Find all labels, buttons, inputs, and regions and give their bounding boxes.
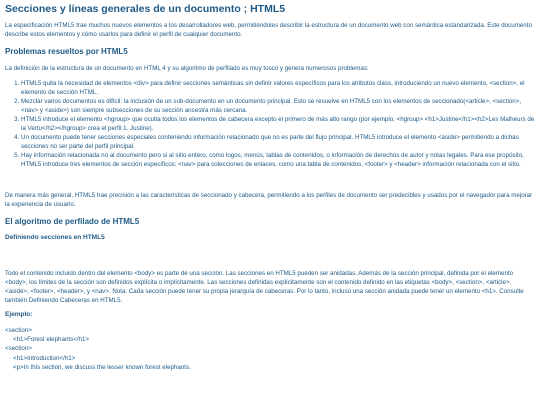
code-line: <section> <box>5 345 32 353</box>
sections-subheading: Definiendo secciones en HTML5 <box>5 234 105 241</box>
code-line: <h1>Forest elephants</h1> <box>13 336 90 344</box>
list-item: 1. HTML5 quita la necesidad de elementos <div> para definir secciones semánticas sin definir valores específicos para los atributos class, introduciendo un nuevo elemento, <section>, el elemento de sección HTML. <box>21 79 536 97</box>
code-line: <section> <box>5 327 32 334</box>
list-item: 3. HTML5 introduce el elemento <hgroup> que oculta todos los elementos de cabecera excepto el primero de más alto rango (por ejemplo, <hgroup> <h1>Justine</h1><h2>Les Malheurs de la Vertu</h2></hgroup> crea el perfil 1. Justine). <box>21 115 536 133</box>
code-line: <p>In this section, we discuss the lesser known forest elephants. <box>13 363 191 371</box>
code-example <box>5 326 536 372</box>
code-line: <h1>Introduction</h1> <box>13 354 76 362</box>
list-item: 4. Un documento puede tener secciones especiales conteniendo información relacionado que no es parte del flujo principal. HTML5 introduce el elemento <aside> permitiendo a dichas secciones no ser parte del perfil principal. <box>21 133 536 151</box>
problems-list <box>5 79 536 169</box>
page-title: Secciones y líneas generales de un documento ; HTML5 <box>5 3 286 15</box>
problems-heading: Problemas resueltos por HTML5 <box>5 47 128 56</box>
algorithm-heading: El algoritmo de perfilado de HTML5 <box>5 217 140 226</box>
summary-paragraph: De manera más general, HTML5 trae precisión a las características de seccionado y cabecera, permitiendo a los perfiles de documento ser predecibles y usados por el navegador para mejorar la experiencia de usuario. <box>5 192 533 208</box>
list-item: 2. Mezclar varios documentos es difícil: la inclusión de un sub-documento en un documento principal. Esto se resuelve en HTML5 con los elementos de seccionado(<article>, <section>, <nav> y <aside>) son siempre subsecciones de su sección ancestra más cercana. <box>21 97 536 115</box>
list-item: 5. Hay información relacionada no al documento pero si al sitio entero, como logos, menús, tablas de contenidos, o información de derechos de autor y notas legales. Para ese propósito, HTML5 introduce tres elementos de sección específicos: <nav> para colecciones de enlaces, como una tabla de contenidos, <footer> y <header> información relacionada con el sitio. <box>21 151 536 169</box>
intro-paragraph: La especificación HTML5 trae muchos nuevos elementos a los desarrolladores web, permitiéndoles describir la estructura de un documento web con semántica estandarizada. Este documento describe estos elementos y cómo usarlos para definir el perfil de cualquier documento. <box>5 22 532 38</box>
sections-paragraph: Todo el contenido incluido dentro del elemento <body> es parte de una sección. Las secciones en HTML5 pueden ser anidadas. Además de la sección principal, definida por el elemento <body>, los límites de la sección son definidos explícita o implícitamente. Las secciones definidas explícitamente son el contenido definido en las etiquetas <body>, <section>, <article>, <aside>, <footer>, <header>, y <nav>. Nota: Cada sección puede tener su propia jerarquía de cabeceras. Por lo tanto, incluso una sección anidada puede tener un elemento <h1>. Consulte también Definiendo Cabeceras en HTML5. <box>5 270 524 304</box>
problems-lead: La definición de la estructura de un documento en HTML 4 y su algoritmo de perfilado es muy tosco y genera numerosos problemas: <box>5 65 369 72</box>
example-label: Ejemplo: <box>5 311 33 318</box>
